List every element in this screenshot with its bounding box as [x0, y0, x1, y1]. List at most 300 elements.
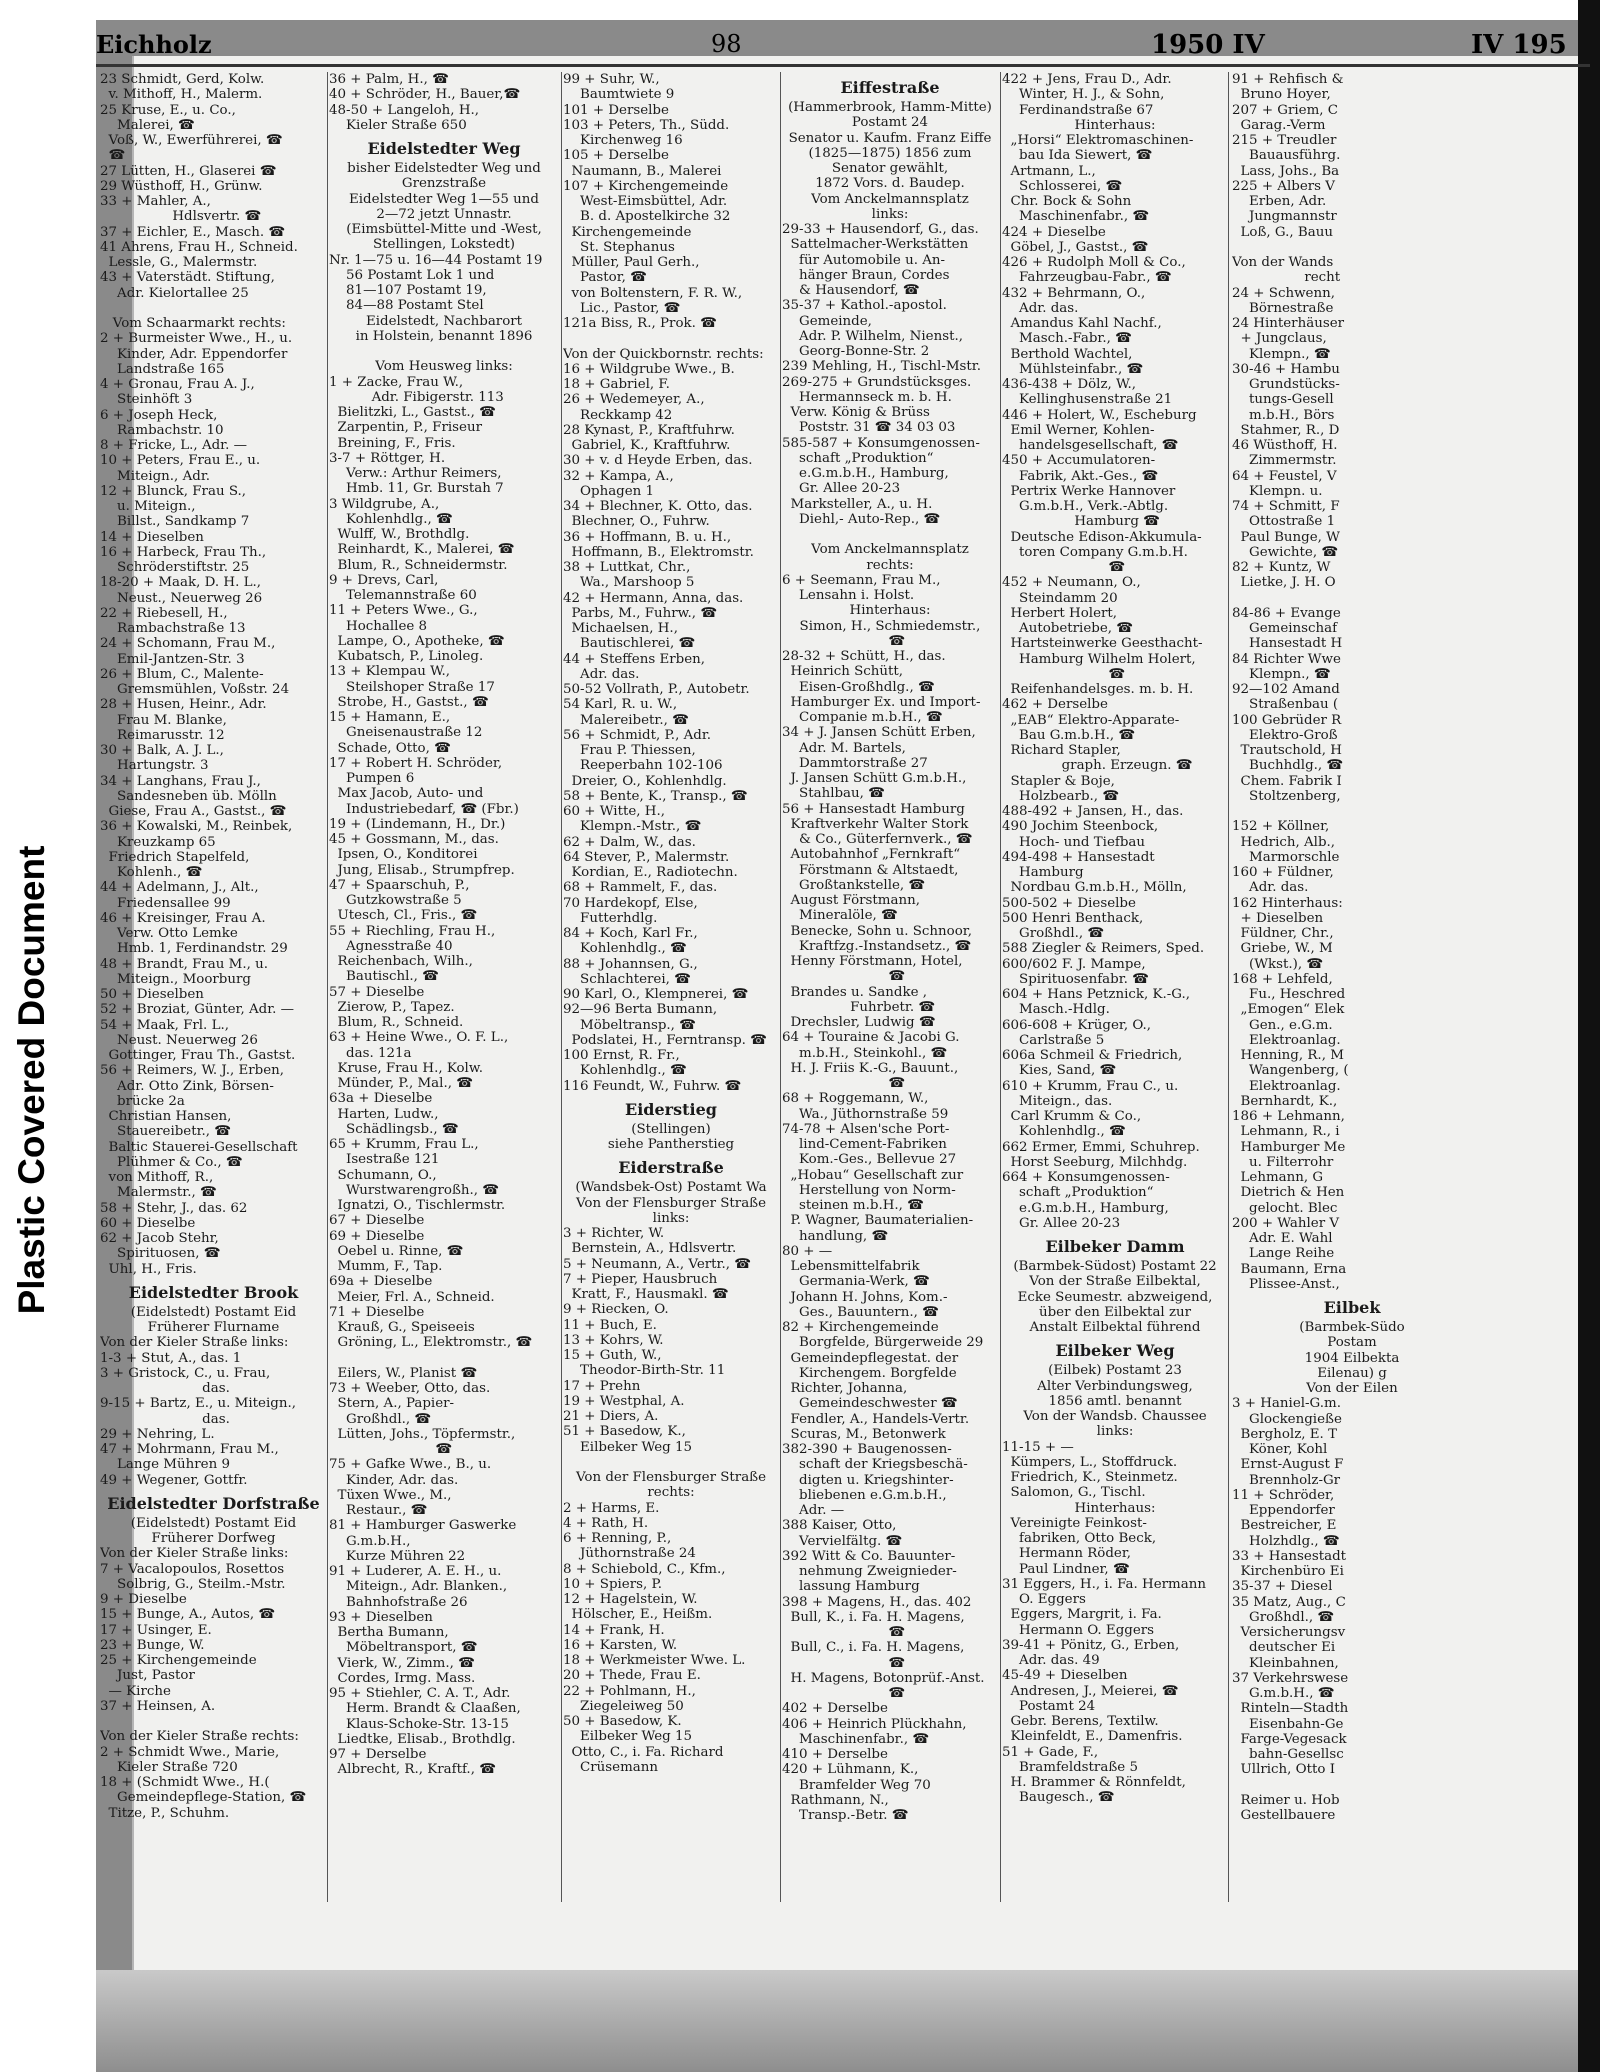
directory-entry: 30-46 + Hambu [1232, 361, 1340, 377]
directory-entry [563, 1455, 779, 1470]
directory-entry: Friedrich, K., Steinmetz. [1002, 1470, 1178, 1485]
directory-entry: Hmb. 11, Gr. Burstah 7 [329, 481, 504, 497]
directory-entry: Münder, P., Mal., ☎ [329, 1076, 473, 1091]
street-note: links: [652, 1210, 690, 1226]
directory-entry: 91 + Luderer, A. E. H., u. [329, 1564, 502, 1579]
directory-entry: Griebe, W., M [1232, 941, 1333, 957]
directory-entry: 11 + Buch, E. [563, 1317, 657, 1333]
directory-entry: recht [1232, 270, 1341, 286]
directory-entry: Blechner, O., Fuhrw. [563, 514, 710, 530]
directory-entry: Gemeinschaf [1232, 621, 1338, 636]
directory-entry: 422 + Jens, Frau D., Adr. [1002, 72, 1172, 87]
directory-entry: Jungmannstr [1232, 209, 1337, 225]
directory-entry: Klaus-Schoke-Str. 13-15 [329, 1716, 509, 1732]
directory-entry: Schädlingsb., ☎ [329, 1121, 459, 1137]
directory-entry: Drechsler, Ludwig ☎ [782, 1015, 936, 1030]
directory-entry: Ottostraße 1 [1232, 514, 1336, 530]
directory-entry: 28 + Husen, Heinr., Adr. [100, 697, 267, 713]
street-note: (1825—1875) 1856 zum [808, 145, 972, 161]
street-note: links: [1096, 1424, 1134, 1440]
directory-entry: Isestraße 121 [329, 1152, 440, 1168]
directory-entry: Autobahnhof „Fernkraft“ [782, 847, 961, 863]
directory-entry: v. Mithoff, H., Malerm. [100, 87, 263, 103]
street-note: links: [871, 206, 909, 222]
street-note: 2—72 jetzt Unnastr. [376, 206, 512, 222]
directory-entry: Großhdl., ☎ [329, 1411, 432, 1427]
directory-entry: Klempn., ☎ [1232, 666, 1331, 682]
directory-entry: ☎ [329, 1442, 453, 1457]
directory-entry: 56 + Reimers, W. J., Erben, [100, 1063, 285, 1079]
directory-entry: 46 Wüsthoff, H. [1232, 438, 1338, 453]
street-note: siehe Pantherstieg [607, 1137, 735, 1152]
directory-entry: Neust. Neuerweg 26 [100, 1032, 258, 1048]
directory-entry: 68 + Rammelt, F., das. [563, 880, 718, 896]
directory-entry: 65 + Krumm, Frau L., [329, 1137, 479, 1152]
directory-entry: 50 + Basedow, K. [563, 1714, 682, 1729]
directory-entry: steinen m.b.H., ☎ [782, 1198, 924, 1213]
directory-entry: 37 + Heinsen, A. [100, 1698, 216, 1714]
sidebar-label-text: Plastic Covered Document [11, 845, 52, 1315]
directory-entry: Kellinghusenstraße 21 [1002, 392, 1173, 408]
directory-entry: Masch.-Fabr., ☎ [1002, 331, 1132, 347]
directory-entry: Dreier, O., Kohlenhdlg. [563, 773, 727, 789]
directory-entry: Verw.: Arthur Reimers, [329, 466, 502, 481]
street-note: Grenzstraße [401, 176, 487, 192]
street-note: (Eilbek) Postamt 23 [1048, 1363, 1182, 1379]
directory-entry: 80 + — [782, 1243, 833, 1259]
directory-entry: Artmann, L., [1002, 163, 1096, 179]
directory-entry: 84—88 Postamt Stel [329, 298, 484, 314]
directory-entry: 74 + Schmitt, F [1232, 499, 1340, 514]
directory-entry: 47 + Mohrmann, Frau M., [100, 1442, 279, 1457]
street-note: 1872 Vors. d. Baudep. [815, 176, 965, 192]
directory-entry: Gewichte, ☎ [1232, 544, 1339, 560]
directory-entry: 54 + Maak, Frl. L., [100, 1017, 229, 1033]
directory-entry: West-Eimsbüttel, Adr. [563, 194, 728, 209]
directory-entry: Futterhdlg. [563, 910, 658, 926]
street-note: (Barmbek-Südo [1299, 1320, 1405, 1335]
directory-entry: Lampe, O., Apotheke, ☎ [329, 633, 505, 649]
directory-entry: 500 Henri Benthack, [1002, 910, 1144, 926]
directory-entry: Eisen-Großhdlg., ☎ [782, 679, 935, 695]
directory-entry: P. Wagner, Baumaterialien- [782, 1213, 974, 1229]
street-note: Hinterhaus: [1074, 117, 1156, 133]
directory-entry: „Emogen“ Elek [1232, 1002, 1345, 1018]
directory-entry: 18 + (Schmidt Wwe., H.( [100, 1775, 270, 1790]
street-note: Senator u. Kaufm. Franz Eiffe [788, 130, 992, 146]
directory-entry: Lehmann, G [1232, 1170, 1324, 1185]
directory-entry: Theodor-Birth-Str. 11 [563, 1363, 726, 1379]
directory-entry: 13 + Klempau W., [329, 664, 451, 680]
street-note: Ecke Seumestr. abzweigend, [1017, 1289, 1213, 1305]
column-6 [1232, 72, 1472, 1902]
directory-entry: 100 Ernst, R. Fr., [563, 1048, 680, 1063]
directory-entry: Naumann, B., Malerei [563, 163, 722, 179]
directory-entry: Baumtwiete 9 [563, 87, 675, 103]
directory-entry: Marksteller, A., u. H. [782, 496, 933, 512]
directory-entry: Erben, Adr. [1232, 194, 1327, 209]
directory-entry: ☎ [1002, 560, 1126, 575]
directory-entry: Köner, Kohl [1232, 1442, 1328, 1457]
directory-entry: 3 Wildgrube, A., [329, 496, 440, 512]
directory-entry: Von der Quickbornstr. rechts: [563, 346, 764, 362]
directory-entry: G.m.b.H., [329, 1533, 411, 1549]
directory-entry: Fahrzeugbau-Fabr., ☎ [1002, 270, 1172, 286]
directory-entry: gelocht. Blec [1232, 1200, 1338, 1216]
directory-entry: 168 + Lehfeld, [1232, 971, 1333, 987]
directory-entry: Gen., e.G.m. [1232, 1017, 1333, 1033]
directory-entry: 60 + Witte, H., [563, 804, 665, 819]
directory-entry: 40 + Schröder, H., Bauer,☎ [329, 87, 521, 103]
directory-entry: 3 + Haniel-G.m. [1232, 1396, 1341, 1412]
directory-entry: 34 + Langhans, Frau J., [100, 773, 261, 789]
directory-entry: Marmorschle [1232, 849, 1340, 865]
street-note: über den Eilbektal zur [1038, 1304, 1192, 1320]
street-note: 1904 Eilbekta [1304, 1350, 1400, 1366]
directory-entry: 15 + Hamann, E., [329, 710, 451, 725]
directory-entry: 4 + Gronau, Frau A. J., [100, 377, 255, 392]
directory-entry: 95 + Stiehler, C. A. T., Adr. [329, 1686, 511, 1701]
directory-entry: ☎ [782, 969, 906, 985]
directory-entry: 44 + Steffens Erben, [563, 651, 705, 667]
directory-entry: 18 + Werkmeister Wwe. L. [563, 1653, 746, 1668]
street-note: Vom Anckelmannsplatz [811, 191, 969, 207]
directory-entry: Hamburger Me [1232, 1139, 1346, 1155]
street-note: Früherer Flurname [147, 1320, 280, 1335]
directory-entry: Bielitzki, L., Gastst., ☎ [329, 405, 496, 420]
directory-entry: 69a + Dieselbe [329, 1274, 433, 1290]
directory-entry: 64 + Touraine & Jacobi G. [782, 1030, 960, 1046]
directory-entry: Herstellung von Norm- [782, 1182, 956, 1198]
directory-entry: 269-275 + Grundstücksges. [782, 374, 972, 390]
directory-entry: Bull, C., i. Fa. H. Magens, [782, 1640, 965, 1656]
directory-entry: Kleinbahnen, [1232, 1655, 1339, 1671]
directory-entry: Vom Schaarmarkt rechts: [100, 316, 286, 331]
directory-entry: 14 + Frank, H. [563, 1622, 665, 1638]
directory-entry: Elektroanlag. [1232, 1032, 1341, 1048]
directory-entry: Ges., Bauuntern., ☎ [782, 1304, 939, 1320]
directory-entry: Paul Lindner, ☎ [1002, 1561, 1130, 1577]
directory-entry: Reimarusstr. 12 [100, 727, 225, 743]
street-note: 1856 amtl. benannt [1048, 1393, 1182, 1409]
street-heading: Eiffestraße [840, 78, 940, 97]
directory-entry: 8 + Schiebold, C., Kfm., [563, 1561, 726, 1577]
directory-entry: Hdlsvertr. ☎ [100, 209, 262, 225]
directory-entry: 17 + Robert H. Schröder, [329, 755, 503, 771]
directory-entry: 162 Hinterhaus: [1232, 895, 1343, 911]
directory-entry: Gr. Allee 20-23 [782, 481, 901, 497]
directory-entry: Ernst-August F [1232, 1457, 1344, 1473]
directory-entry: Elektro-Groß [1232, 727, 1338, 743]
directory-entry: Hansestadt H [1232, 636, 1343, 652]
directory-entry: Börnestraße [1232, 300, 1334, 316]
directory-entry: 450 + Accumulatoren- [1002, 453, 1156, 469]
directory-entry: 382-390 + Baugenossen- [782, 1442, 952, 1457]
directory-entry: Schröderstiftstr. 25 [100, 560, 250, 575]
directory-entry: 6 + Seemann, Frau M., [782, 572, 941, 588]
directory-entry: Ziegeleiweg 50 [563, 1698, 684, 1714]
directory-entry: 424 + Dieselbe [1002, 224, 1106, 240]
directory-entry: Gottinger, Frau Th., Gastst. [100, 1048, 296, 1063]
directory-entry: Zierow, P., Tapez. [329, 999, 455, 1015]
directory-entry: 24 Hinterhäuser [1232, 316, 1345, 331]
directory-entry: Lensahn i. Holst. [782, 588, 915, 603]
column-3 [563, 72, 779, 1902]
directory-entry: 6 + Renning, P., [563, 1531, 672, 1546]
street-note: Alter Verbindungsweg, [1037, 1378, 1193, 1394]
directory-entry: ☎ [782, 1686, 906, 1701]
directory-entry: 160 + Füldner, [1232, 865, 1334, 880]
directory-entry: 436-438 + Dölz, W., [1002, 377, 1136, 392]
street-heading: Eidelstedter Weg [367, 139, 521, 158]
directory-entry: Lietke, J. H. O [1232, 575, 1336, 591]
directory-entry: e.G.m.b.H., Hamburg, [782, 466, 949, 481]
directory-entry: 200 + Wahler V [1232, 1215, 1340, 1231]
directory-entry: Spirituosen, ☎ [100, 1246, 221, 1262]
directory-entry: Transp.-Betr. ☎ [782, 1808, 909, 1823]
directory-entry: 9 + Dieselbe [100, 1592, 187, 1607]
directory-entry: 225 + Albers V [1232, 178, 1335, 194]
directory-entry: 12 + Blunck, Frau S., [100, 483, 247, 499]
directory-entry: Ipsen, O., Konditorei [329, 847, 478, 863]
directory-entry: 56 + Hansestadt Hamburg [782, 801, 965, 817]
directory-entry: Bull, K., i. Fa. H. Magens, [782, 1609, 965, 1625]
directory-entry: Lange Mühren 9 [100, 1457, 230, 1473]
directory-entry: H. Magens, Botonprüf.-Anst. [782, 1670, 985, 1686]
directory-entry: 93 + Dieselben [329, 1609, 433, 1625]
street-note: (Eidelstedt) Postamt Eid [130, 1304, 297, 1320]
directory-entry: Gröning, L., Elektromstr., ☎ [329, 1335, 533, 1351]
directory-entry: 207 + Griem, C [1232, 102, 1339, 118]
directory-entry: 82 + Kirchengemeinde [782, 1320, 939, 1335]
directory-entry: Lange Reihe [1232, 1246, 1335, 1262]
directory-entry: 392 Witt & Co. Bauunter- [782, 1548, 956, 1564]
directory-entry: Gr. Allee 20-23 [1002, 1215, 1121, 1231]
directory-entry: Eisenbahn-Ge [1232, 1716, 1344, 1732]
street-note: Von der Flensburger Straße [575, 1195, 767, 1211]
directory-entry: 74-78 + Alsen'sche Port- [782, 1121, 950, 1137]
directory-entry: Spirituosenfabr. ☎ [1002, 971, 1149, 987]
directory-entry: G.m.b.H., ☎ [1232, 1686, 1335, 1701]
directory-entry: Wulff, W., Brothdlg. [329, 527, 470, 542]
directory-entry: Oebel u. Rinne, ☎ [329, 1243, 464, 1259]
directory-entry: fabriken, Otto Beck, [1002, 1531, 1157, 1546]
directory-entry: 19 + (Lindemann, H., Dr.) [329, 816, 506, 832]
directory-entry: Kordian, E., Radiotechn. [563, 865, 738, 880]
directory-entry: Hamburg ☎ [1002, 514, 1160, 530]
directory-entry: „EAB“ Elektro-Apparate- [1002, 712, 1180, 728]
directory-entry: Brennholz-Gr [1232, 1472, 1341, 1488]
directory-entry: Bautischlerei, ☎ [563, 636, 696, 652]
directory-entry: 11 + Peters Wwe., G., [329, 603, 478, 619]
directory-entry: Hartsteinwerke Geesthacht- [1002, 636, 1203, 652]
street-note: (Barmbek-Südost) Postamt 22 [1013, 1259, 1217, 1274]
directory-entry: 33 + Hansestadt [1232, 1548, 1347, 1564]
street-note: in Holstein, benannt 1896 [355, 328, 533, 344]
directory-entry: 84-86 + Evange [1232, 605, 1341, 621]
directory-entry: Lass, Johs., Ba [1232, 163, 1340, 179]
directory-entry: 84 Richter Wwe [1232, 651, 1341, 667]
directory-entry: 12 + Hagelstein, W. [563, 1592, 698, 1607]
directory-entry: Kraftfzg.-Instandsetz., ☎ [782, 938, 972, 954]
directory-entry: Mühlsteinfabr., ☎ [1002, 361, 1144, 377]
directory-entry: Garag.-Verm [1232, 117, 1326, 133]
directory-entry: 75 + Gafke Wwe., B., u. [329, 1457, 492, 1473]
directory-entry: Stapler & Boje, [1002, 773, 1115, 789]
street-note: rechts: [647, 1485, 695, 1501]
directory-entry: Adr. das. [1002, 300, 1079, 316]
directory-entry: 446 + Holert, W., Escheburg [1002, 407, 1197, 423]
directory-entry: (Wkst.), ☎ [1232, 956, 1324, 972]
directory-entry: Hamburg Wilhelm Holert, [1002, 651, 1196, 667]
directory-entry: Kirchenbüro Ei [1232, 1564, 1344, 1579]
directory-entry: 1 + Zacke, Frau W., [329, 374, 464, 390]
directory-entry: 8 + Fricke, L., Adr. — [100, 438, 248, 453]
directory-entry: Blum, R., Schneidermstr. [329, 557, 508, 573]
directory-entry: Agnesstraße 40 [329, 938, 453, 954]
directory-entry: Verw. König & Brüss [782, 405, 930, 420]
directory-entry: Elektroanlag. [1232, 1078, 1341, 1094]
directory-entry: 21 + Diers, A. [563, 1409, 659, 1424]
directory-entry: Winter, H. J., & Sohn, [1002, 87, 1165, 103]
directory-entry: 38 + Luttkat, Chr., [563, 560, 691, 575]
directory-entry: lassung Hamburg [782, 1579, 920, 1595]
street-note: Eilenau) g [1317, 1365, 1387, 1381]
directory-entry: Eilers, W., Planist ☎ [329, 1365, 478, 1381]
directory-entry: Lehmann, R., i [1232, 1124, 1340, 1140]
directory-entry: Rinteln—Stadth [1232, 1701, 1349, 1717]
directory-entry: Hermannseck m. b. H. [782, 389, 952, 405]
street-note: Eidelstedt, Nachbarort [365, 313, 523, 329]
directory-entry: bliebenen e.G.m.b.H., [782, 1487, 947, 1503]
directory-entry: Stoltzenberg, [1232, 788, 1341, 804]
directory-entry: 51 + Basedow, K., [563, 1424, 686, 1440]
directory-entry: Grundstücks- [1232, 377, 1340, 392]
directory-entry: 16 + Karsten, W. [563, 1637, 678, 1653]
directory-entry: Kies, Sand, ☎ [1002, 1063, 1117, 1079]
directory-entry: Gemeinde, [782, 313, 872, 329]
directory-entry: toren Company G.m.b.H. [1002, 544, 1188, 560]
directory-entry: Borgfelde, Bürgerweide 29 [782, 1335, 984, 1351]
directory-entry: das. [100, 1381, 230, 1396]
directory-entry: Harten, Ludw., [329, 1106, 439, 1122]
directory-entry: 49 + Wegener, Gottfr. [100, 1472, 248, 1488]
directory-entry: Wa., Jüthornstraße 59 [782, 1106, 949, 1122]
directory-entry: 5 + Neumann, A., Vertr., ☎ [563, 1256, 751, 1272]
directory-entry: Chem. Fabrik I [1232, 773, 1342, 789]
directory-entry: 37 Verkehrswese [1232, 1670, 1349, 1686]
directory-entry: Reeperbahn 102-106 [563, 758, 723, 774]
directory-entry: e.G.m.b.H., Hamburg, [1002, 1200, 1169, 1216]
directory-entry: Kümpers, L., Stoffdruck. [1002, 1454, 1178, 1470]
directory-entry: 30 + v. d Heyde Erben, das. [563, 453, 753, 469]
directory-entry: 81 + Hamburger Gaswerke [329, 1518, 517, 1534]
directory-entry: 92—96 Berta Bumann, [563, 1002, 718, 1018]
directory-entry: Gemeindepflegestat. der [782, 1350, 959, 1366]
directory-entry: 29 Wüsthoff, H., Grünw. [100, 178, 263, 194]
directory-entry: Eilbeker Weg 15 [563, 1439, 693, 1455]
directory-entry: Kieler Straße 720 [100, 1759, 238, 1775]
directory-entry: Kraftverkehr Walter Stork [782, 816, 969, 832]
directory-entry: Uhl, H., Fris. [100, 1261, 197, 1277]
directory-entry: Chr. Bock & Sohn [1002, 194, 1132, 209]
directory-entry: 604 + Hans Petznick, K.-G., [1002, 987, 1191, 1002]
directory-entry: Stahlbau, ☎ [782, 786, 885, 802]
directory-entry: Adr. Otto Zink, Börsen- [100, 1078, 274, 1094]
directory-entry: Sandesneben üb. Mölln [100, 788, 277, 804]
directory-entry: Dammtorstraße 27 [782, 755, 928, 771]
street-note: (Eidelstedt) Postamt Eid [130, 1515, 297, 1531]
directory-entry: 606a Schmeil & Friedrich, [1002, 1048, 1183, 1063]
directory-entry: Andresen, J., Meierei, ☎ [1002, 1683, 1179, 1699]
directory-entry: Breining, F., Fris. [329, 435, 456, 451]
page-header [96, 24, 1600, 64]
directory-entry: 7 + Pieper, Hausbruch [563, 1271, 718, 1287]
directory-entry: G.m.b.H., Verk.-Abtlg. [1002, 499, 1169, 514]
directory-entry [100, 1714, 327, 1729]
directory-entry: 70 Hardekopf, Else, [563, 895, 698, 911]
directory-entry: Eppendorfer [1232, 1503, 1335, 1518]
directory-entry: 3 + Gristock, C., u. Frau, [100, 1365, 271, 1381]
directory-entry: Baumann, Erna [1232, 1261, 1347, 1277]
directory-entry: Krauß, G., Speiseeis [329, 1320, 475, 1335]
directory-entry: 34 + J. Jansen Schütt Erben, [782, 725, 976, 741]
directory-entry: Emil-Jantzen-Str. 3 [100, 651, 245, 667]
directory-entry [329, 344, 559, 359]
street-note: Von der Eilen [1306, 1381, 1398, 1396]
street-heading: Eilbek [1323, 1298, 1381, 1317]
directory-entry: schaft der Kriegsbeschä- [782, 1457, 968, 1473]
directory-entry: 36 + Kowalski, M., Reinbek, [100, 819, 293, 835]
directory-entry: Hochallee 8 [329, 618, 428, 634]
directory-entry: 58 + Stehr, J., das. 62 [100, 1200, 248, 1216]
street-note: Hinterhaus: [849, 603, 931, 619]
directory-entry: Blum, R., Schneid. [329, 1015, 464, 1030]
directory-entry: Jüthornstraße 24 [563, 1546, 696, 1562]
directory-entry: Gabriel, K., Kraftfuhrw. [563, 438, 731, 453]
directory-entry: Baltic Stauerei-Gesellschaft [100, 1139, 298, 1155]
directory-entry: Kratt, F., Hausmakl. ☎ [563, 1287, 729, 1302]
directory-entry: Crüsemann [563, 1759, 659, 1775]
street-note: Von der Straße Eilbektal, [1029, 1274, 1201, 1290]
directory-entry: Richter, Johanna, [782, 1381, 908, 1396]
directory-entry: 51 + Gade, F., [1002, 1744, 1099, 1760]
directory-entry: Müller, Paul Gerh., [563, 255, 700, 270]
directory-entry: 64 Stever, P., Malermstr. [563, 849, 730, 865]
directory-entry: Gemeindeschwester ☎ [782, 1396, 958, 1412]
directory-entry: Henning, R., M [1232, 1048, 1344, 1063]
directory-entry: Vervielfältg. ☎ [782, 1533, 903, 1549]
directory-entry: 24 + Schomann, Frau M., [100, 636, 276, 652]
directory-entry: Füldner, Chr., [1232, 926, 1334, 941]
directory-entry: Cordes, Irmg. Mass. [329, 1670, 476, 1686]
directory-entry: 14 + Dieselben [100, 529, 204, 545]
directory-entry: 7 + Vacalopoulos, Rosettos [100, 1561, 285, 1577]
directory-entry: 52 + Broziat, Günter, Adr. — [100, 1002, 295, 1018]
directory-entry: Bernhardt, K., [1232, 1093, 1338, 1109]
directory-entry: Poststr. 31 ☎ 34 03 03 [782, 420, 956, 436]
street-note: Früherer Dorfweg [151, 1531, 276, 1546]
directory-entry: Eggers, Margrit, i. Fa. [1002, 1607, 1162, 1623]
directory-entry: 32 + Kampa, A., [563, 468, 674, 484]
directory-entry: 63 + Heine Wwe., O. F. L., [329, 1030, 509, 1046]
directory-entry: Kleinfeldt, E., Damenfris. [1002, 1729, 1183, 1745]
directory-entry [1232, 1778, 1472, 1793]
directory-entry: Stauereibetr., ☎ [100, 1124, 231, 1140]
directory-entry: Hedrich, Alb., [1232, 834, 1336, 850]
directory-entry: 488-492 + Jansen, H., das. [1002, 804, 1184, 819]
directory-entry: 30 + Balk, A. J. L., [100, 743, 224, 758]
